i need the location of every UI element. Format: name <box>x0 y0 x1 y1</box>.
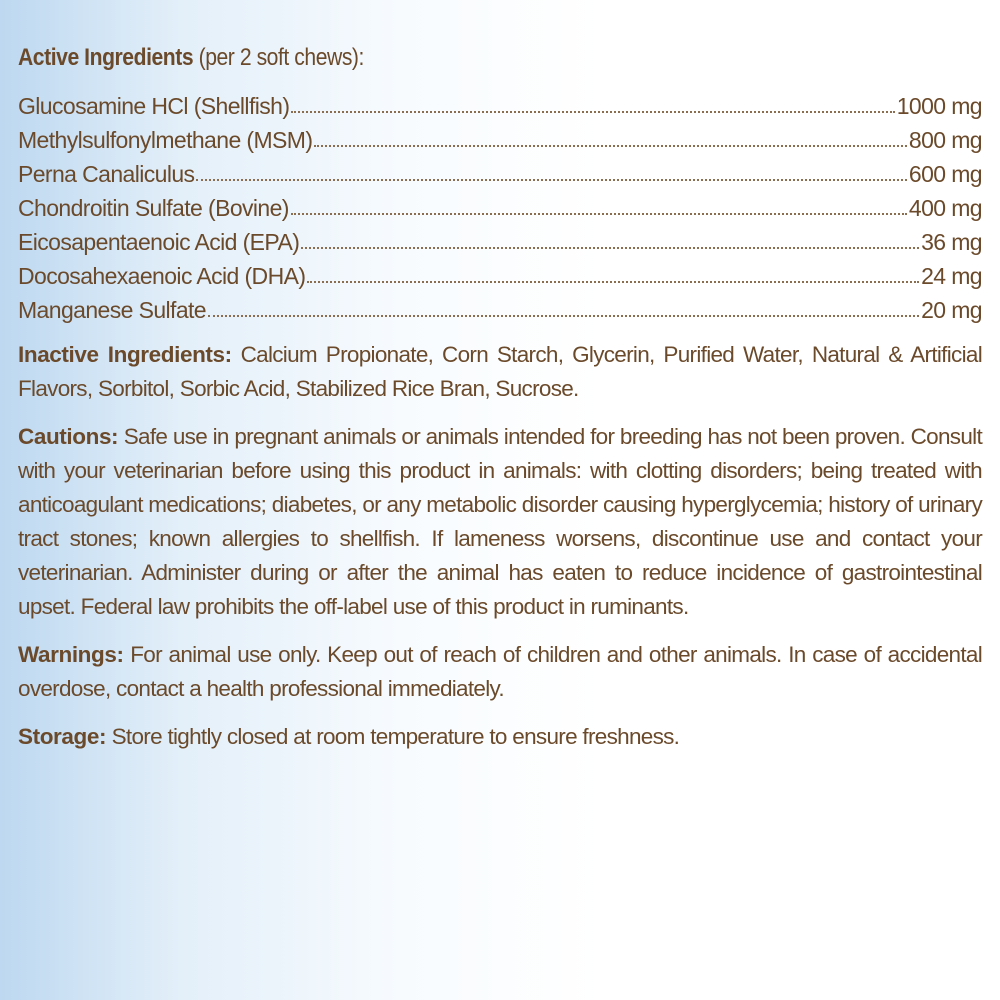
dot-leader <box>307 281 919 283</box>
active-ingredients-note: (per 2 soft chews): <box>193 44 364 71</box>
ingredient-name: Manganese Sulfate <box>18 297 206 323</box>
storage-section <box>18 720 982 754</box>
ingredient-name: Methylsulfonylmethane (MSM) <box>18 127 313 153</box>
inactive-ingredients-section <box>18 338 982 406</box>
dot-leader <box>291 213 907 215</box>
ingredient-row <box>18 120 982 154</box>
ingredient-amount: 600 mg <box>908 161 982 187</box>
ingredient-amount: 24 mg <box>921 263 982 289</box>
cautions-section <box>18 420 982 624</box>
warnings-label: Warnings: <box>18 642 124 667</box>
ingredient-name: Perna Canaliculus <box>18 161 195 187</box>
dot-leader <box>208 315 919 317</box>
ingredient-name: Chondroitin Sulfate (Bovine) <box>18 195 289 221</box>
ingredient-amount: 36 mg <box>921 229 982 255</box>
ingredient-name: Eicosapentaenoic Acid (EPA) <box>18 229 300 255</box>
storage-label: Storage: <box>18 724 107 749</box>
warnings-text: For animal use only. Keep out of reach of children and other animals. In case of accidental overdose, contact a health professional immediately. <box>18 642 982 701</box>
ingredient-row <box>18 86 982 120</box>
inactive-ingredients-label: Inactive Ingredients: <box>18 342 232 367</box>
cautions-text: Safe use in pregnant animals or animals intended for breeding has not been proven. Consult with your veterinarian before using this product in animals: with clotting disorders; being treated with anticoagulant medications; diabetes, or any metabolic disorder causing hyperglycemia; history of urinary tract stones; known allergies to shellfish. If lameness worsens, discontinue use and contact your veterinarian. Administer during or after the animal has eaten to reduce incidence of gastrointestinal upset. Federal law prohibits the off-label use of this product in ruminants. <box>18 424 982 619</box>
ingredient-row <box>18 188 982 222</box>
ingredient-amount: 1000 mg <box>896 93 982 119</box>
dot-leader <box>291 111 894 113</box>
dot-leader <box>301 247 919 249</box>
storage-text: Store tightly closed at room temperature to ensure freshness. <box>106 724 680 749</box>
ingredient-amount: 400 mg <box>908 195 982 221</box>
active-ingredients-list <box>18 86 982 324</box>
ingredient-amount: 800 mg <box>908 127 982 153</box>
dot-leader <box>314 145 906 147</box>
cautions-label: Cautions: <box>18 424 119 449</box>
ingredient-amount: 20 mg <box>921 297 982 323</box>
active-ingredients-heading <box>18 38 866 78</box>
warnings-section <box>18 638 982 706</box>
ingredient-row <box>18 290 982 324</box>
dot-leader <box>196 179 906 181</box>
ingredient-row <box>18 256 982 290</box>
ingredient-row <box>18 154 982 188</box>
ingredient-row <box>18 222 982 256</box>
ingredient-name: Docosahexaenoic Acid (DHA) <box>18 263 306 289</box>
ingredient-name: Glucosamine HCl (Shellfish) <box>18 93 290 119</box>
active-ingredients-label: Active Ingredients <box>18 44 194 71</box>
inactive-ingredients-text: Calcium Propionate, Corn Starch, Glycerin, Purified Water, Natural & Artificial Flavors, Sorbitol, Sorbic Acid, Stabilized Rice Bran, Sucrose. <box>18 342 982 401</box>
